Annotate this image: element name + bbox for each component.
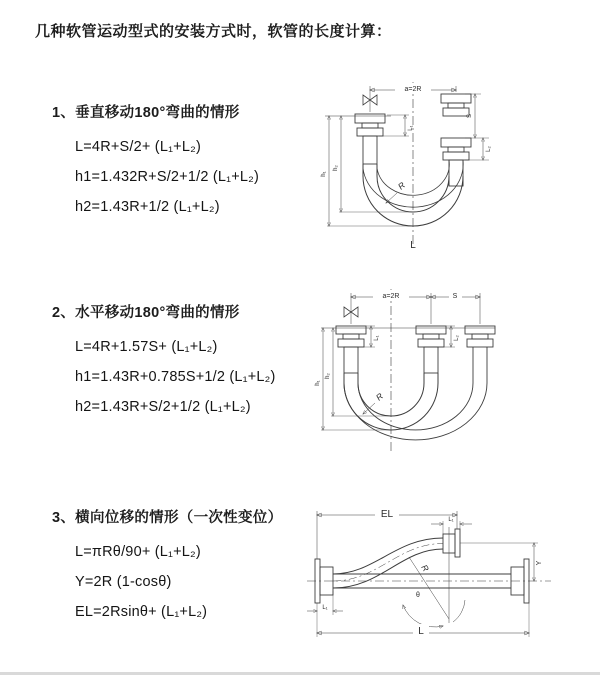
- formula: L=4R+1.57S+ (L₁+L₂): [75, 339, 218, 355]
- formula: Y=2R (1-cosθ): [75, 574, 172, 590]
- section-heading: 3、横向位移的情形（一次性变位）: [52, 510, 283, 526]
- dim-label-l1-bottom: L₁: [322, 605, 328, 611]
- dim-label-l2: L₂: [486, 146, 492, 152]
- dim-label-l-total: L: [410, 240, 416, 251]
- dim-label-r: R: [373, 390, 385, 403]
- angle-label-theta: θ: [416, 592, 420, 599]
- dim-label-l1: L₁: [374, 335, 380, 341]
- braid-section: [449, 160, 463, 186]
- section-lateral-displacement: [52, 506, 282, 627]
- braid-section: [344, 347, 358, 373]
- formula: h2=1.43R+S/2+1/2 (L₁+L₂): [75, 399, 251, 415]
- formula: h1=1.432R+S/2+1/2 (L₁+L₂): [75, 169, 260, 185]
- formula: h1=1.43R+0.785S+1/2 (L₁+L₂): [75, 369, 276, 385]
- dim-label-y: Y: [536, 560, 543, 566]
- page-title: 几种软管运动型式的安装方式时，软管的长度计算：: [35, 23, 392, 40]
- dim-h1-h2: [315, 328, 391, 430]
- dim-l1: [358, 326, 380, 347]
- formula: L=πRθ/90+ (L₁+L₂): [75, 544, 201, 560]
- diagram-lateral-displacement: [303, 503, 595, 661]
- hose-drawing: [325, 94, 471, 226]
- dim-label-s: S: [452, 293, 458, 300]
- diagram-horizontal-180-bend: [313, 283, 585, 461]
- dim-label-span: a=2R: [404, 86, 422, 93]
- dim-label-h1: h₁: [315, 380, 321, 386]
- dim-label-span: a=2R: [382, 293, 400, 300]
- formula-list: [75, 537, 282, 627]
- radius-callout: [363, 391, 385, 414]
- dim-label-l2: L₂: [454, 335, 460, 341]
- construction-lines: [403, 527, 465, 627]
- section-horizontal-move: [52, 301, 276, 422]
- section-vertical-move: [52, 101, 259, 222]
- dim-label-l1: L₁: [408, 125, 414, 131]
- dim-label-h2: h₂: [333, 165, 339, 171]
- dim-label-el: EL: [380, 509, 394, 520]
- dim-label-l: L: [418, 626, 424, 637]
- dim-label-s: S: [467, 113, 473, 119]
- dim-stroke-s: [465, 94, 492, 160]
- dim-l1-top: [431, 517, 472, 534]
- braid-section: [424, 347, 438, 373]
- formula-list: [75, 132, 259, 222]
- dim-y: [460, 543, 543, 581]
- formula: L=4R+S/2+ (L₁+L₂): [75, 139, 201, 155]
- dim-label-r: R: [395, 179, 407, 192]
- dim-l1: [379, 115, 414, 136]
- section-heading: 2、水平移动180°弯曲的情形: [52, 305, 240, 321]
- formula: EL=2Rsinθ+ (L₁+L₂): [75, 604, 208, 620]
- dim-l2: [438, 326, 460, 347]
- section-heading: 1、垂直移动180°弯曲的情形: [52, 105, 240, 121]
- formula: h2=1.43R+1/2 (L₁+L₂): [75, 199, 220, 215]
- dim-span: [351, 290, 480, 324]
- dim-label-h1: h₁: [321, 171, 327, 177]
- diagram-vertical-180-bend: [313, 76, 565, 254]
- dim-label-h2: h₂: [325, 373, 331, 379]
- formula-list: [75, 332, 276, 422]
- dim-label-l1-top: L₁: [448, 517, 454, 523]
- dim-el: [317, 507, 457, 559]
- dim-label-r: R: [419, 562, 432, 574]
- dim-l-total: [317, 603, 529, 637]
- braid-section: [363, 136, 377, 164]
- hose-drawing: [321, 326, 495, 440]
